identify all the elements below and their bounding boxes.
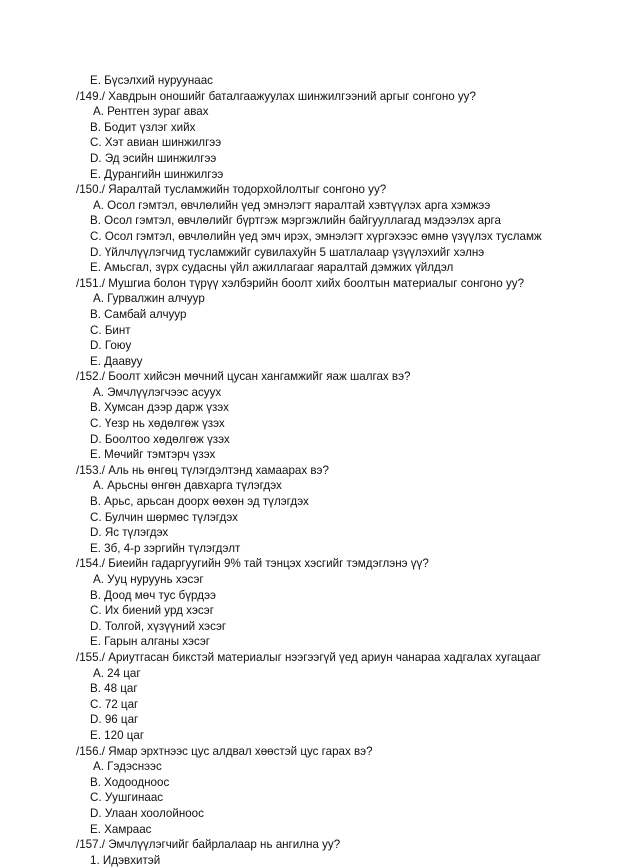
answer-option: B. Ходоодноос — [90, 775, 170, 789]
answer-option: B. Хумсан дээр дарж үзэх — [90, 401, 229, 415]
answer-option: E. Бүсэлхий нуруунаас — [90, 74, 213, 87]
answer-option: A. 24 цаг — [93, 666, 141, 680]
answer-option: B. Арьс, арьсан доорх өөхөн эд түлэгдэх — [90, 495, 309, 509]
answer-option: A. Арьсны өнгөн давхарга түлэгдэх — [93, 479, 282, 493]
answer-option: E. Амьсгал, зүрх судасны үйл ажиллагааг яаралтай дэмжих үйлдэл — [90, 261, 454, 275]
answer-option: B. 48 цаг — [90, 682, 138, 696]
question-line: /149./ Хавдрын оношийг баталгаажуулах шинжилгээний аргыг сонгоно уу? — [76, 89, 476, 103]
answer-option: A. Осол гэмтэл, өвчлөлийн үед эмнэлэгт яаралтай хэвтүүлэх арга хэмжээ — [93, 198, 491, 212]
question-line: /153./ Аль нь өнгөц түлэгдэлтэнд хамаарах вэ? — [76, 463, 329, 477]
question-line: /152./ Боолт хийсэн мөчний цусан хангамжийг яаж шалгах вэ? — [76, 370, 411, 384]
answer-option: C. Булчин шөрмөс түлэгдэх — [90, 510, 238, 524]
answer-option: E. Даавуу — [90, 354, 143, 368]
question-line: /154./ Биеийн гадаргуугийн 9% тай тэнцэх хэсгийг тэмдэглэнэ үү? — [76, 557, 429, 571]
answer-option: D. Улаан хоолойноос — [90, 806, 204, 820]
answer-option: D. Гоюу — [90, 339, 132, 353]
answer-option: C. Үезр нь хөдөлгөж үзэх — [90, 417, 225, 431]
answer-option: C. Бинт — [90, 323, 131, 337]
answer-option: 1. Идэвхитэй — [90, 853, 161, 867]
answer-option: A. Эмчлүүлэгчээс асуух — [93, 385, 222, 399]
answer-option: E. Дурангийн шинжилгээ — [90, 167, 224, 181]
answer-option: A. Ууц нуруунь хэсэг — [93, 573, 204, 586]
answer-option: A. Рентген зураг авах — [93, 105, 209, 119]
document-page — [0, 73, 638, 868]
answer-option: D. Яс түлэгдэх — [90, 526, 169, 540]
answer-option: E. 120 цаг — [90, 728, 145, 742]
answer-option: C. 72 цаг — [90, 697, 139, 711]
answer-option: B. Бодит үзлэг хийх — [90, 120, 196, 134]
answer-option: C. Их биений урд хэсэг — [90, 604, 214, 618]
answer-option: E. Гарын алганы хэсэг — [90, 635, 211, 649]
answer-option: B. Осол гэмтэл, өвчлөлийг бүртгэж мэргэжлийн байгууллагад мэдээлэх арга — [90, 214, 501, 228]
answer-option: E. Мөчийг тэмтэрч үзэх — [90, 448, 216, 462]
answer-option: A. Гурвалжин алчуур — [93, 292, 205, 306]
answer-option: D. Толгой, хүзүүний хэсэг — [90, 619, 227, 633]
answer-option: D. 96 цаг — [90, 713, 139, 727]
answer-option: D. Үйлчлүүлэгчид тусламжийг сувилахуйн 5 шатлалаар үзүүлэхийг хэлнэ — [90, 245, 485, 259]
answer-option: B. Самбай алчуур — [90, 307, 187, 321]
answer-option: D. Эд эсийн шинжилгээ — [90, 151, 217, 165]
answer-option: D. Боолтоо хөдөлгөж үзэх — [90, 432, 230, 446]
question-line: /155./ Ариутгасан бикстэй материалыг нээгээгүй үед ариун чанараа хадгалах хугацааг — [76, 650, 542, 664]
answer-option: C. Уушгинаас — [90, 791, 164, 805]
question-line: /156./ Ямар эрхтнээс цус алдвал хөөстэй цус гарах вэ? — [76, 744, 373, 758]
answer-option: C. Хэт авиан шинжилгээ — [90, 136, 222, 150]
question-line: /150./ Яаралтай тусламжийн тодорхойлолтыг сонгоно уу? — [76, 183, 387, 197]
answer-option: C. Осол гэмтэл, өвчлөлийн үед эмч ирэх, эмнэлэгт хүргэхээс өмнө үзүүлэх тусламж — [90, 229, 542, 243]
answer-option: A. Гэдэснээс — [93, 760, 162, 774]
question-line: /157./ Эмчлүүлэгчийг байрлалаар нь ангилна уу? — [76, 838, 341, 852]
answer-option: B. Доод мөч тус бүрдээ — [90, 588, 216, 602]
answer-option: E. Хамраас — [90, 822, 152, 836]
answer-option: E. 3б, 4-р зэргийн түлэгдэлт — [90, 541, 241, 555]
question-line: /151./ Мушгиа болон түрүү хэлбэрийн боолт хийх боолтын материалыг сонгоно уу? — [76, 276, 525, 290]
